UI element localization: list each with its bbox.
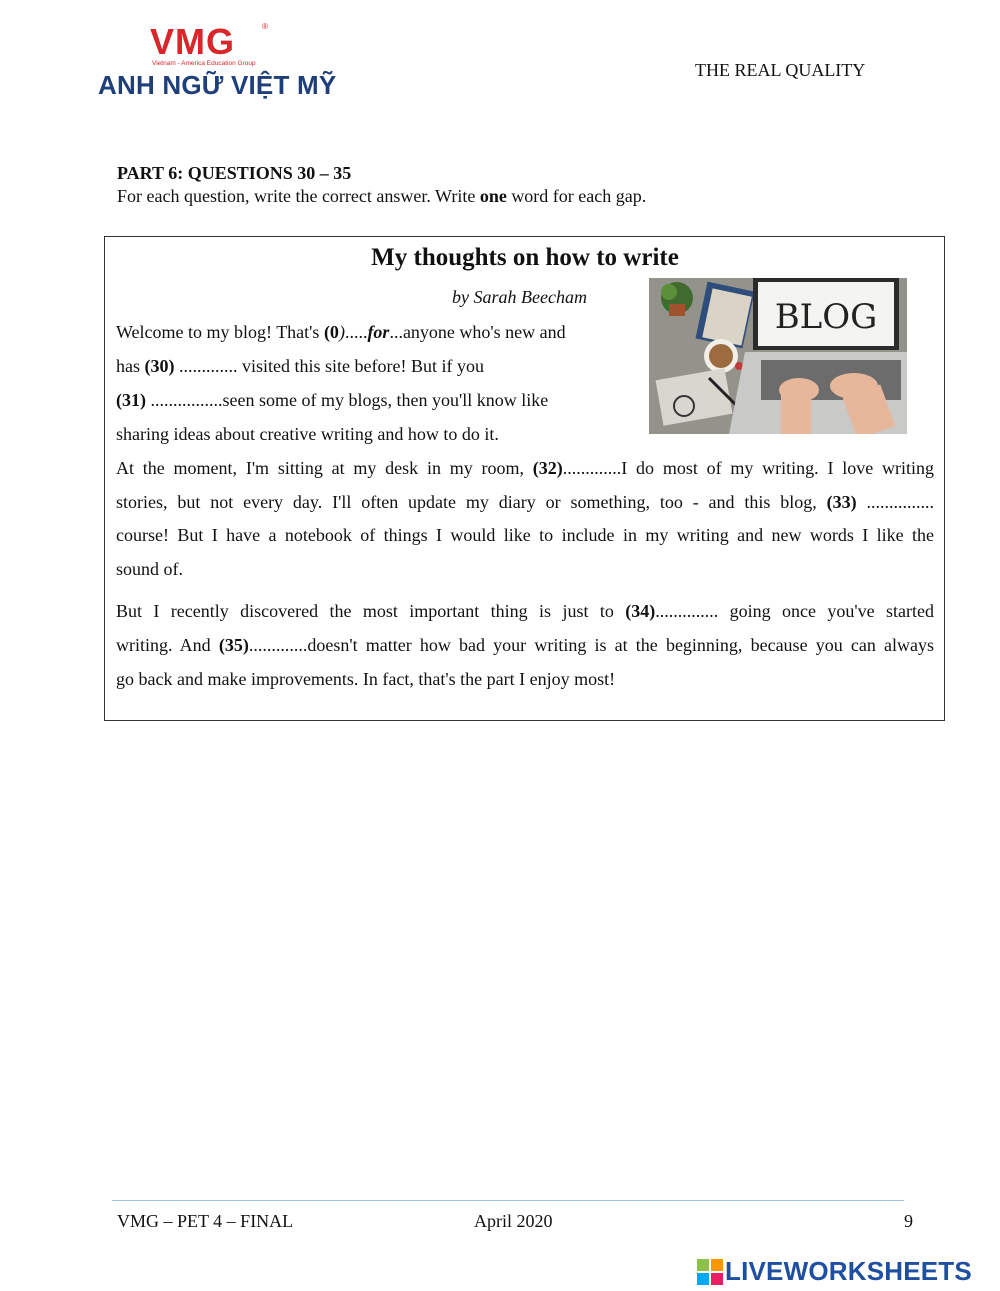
example-answer: for	[367, 322, 390, 342]
gap-35: (35)	[218, 635, 249, 655]
passage-line-9: But I recently discovered the most important thing is just to (34).............. going once you've started	[116, 601, 934, 621]
header-slogan: THE REAL QUALITY	[695, 60, 866, 80]
passage-line-10: writing. And (35).............doesn't matter how bad your writing is at the beginning, because you can always	[116, 635, 934, 655]
passage-line-11: go back and make improvements. In fact, that's the part I enjoy most!	[116, 669, 616, 689]
gap-32: (32)	[532, 458, 563, 478]
logo-tagline: Vietnam - America Education Group	[152, 60, 256, 67]
blog-laptop-image	[649, 278, 907, 434]
part-title: PART 6: QUESTIONS 30 – 35	[117, 163, 352, 183]
page-number: 9	[904, 1211, 913, 1231]
passage-byline: by Sarah Beecham	[452, 287, 587, 307]
instruction-text: For each question, write the correct answer. Write	[117, 186, 480, 206]
blog-screen-text: BLOG	[774, 297, 878, 337]
passage-line-4: sharing ideas about creative writing and how to do it.	[116, 424, 499, 444]
gap-33: (33)	[826, 492, 857, 512]
passage-line-6: stories, but not every day. I'll often update my diary or something, too - and this blog, (33) ...............	[116, 492, 935, 512]
passage-line-2: has (30) ............. visited this site before! But if you	[116, 356, 484, 376]
footer-date: April 2020	[474, 1211, 553, 1231]
instructions	[117, 186, 646, 207]
passage-title: My thoughts on how to write	[371, 244, 679, 271]
passage-line-1: Welcome to my blog! That's (0).....for...anyone who's new and	[116, 322, 566, 342]
liveworksheets-logo-icon	[697, 1259, 723, 1285]
vmg-logo	[98, 21, 337, 102]
logo-brand: VMG	[150, 21, 236, 62]
gap-34: (34)	[625, 601, 656, 621]
footer-doc-id: VMG – PET 4 – FINAL	[117, 1211, 294, 1231]
passage-line-7: course! But I have a notebook of things I would like to include in my writing and new words I like the	[116, 525, 934, 545]
logo-name: ANH NGỮ VIỆT MỸ	[98, 70, 337, 100]
logo-registered-mark: ®	[262, 22, 268, 31]
gap-31: (31)	[116, 390, 146, 410]
instruction-text-end: word for each gap.	[506, 186, 647, 206]
passage-line-5: At the moment, I'm sitting at my desk in my room, (32).............I do most of my writing. I love writing	[116, 458, 934, 478]
passage-line-3: (31) ................seen some of my blogs, then you'll know like	[116, 390, 549, 410]
gap-30: (30)	[144, 356, 175, 376]
footer-divider	[112, 1200, 904, 1201]
liveworksheets-wordmark: LIVEWORKSHEETS	[725, 1256, 972, 1286]
instruction-emphasis: one	[479, 186, 507, 206]
passage-line-8: sound of.	[116, 559, 183, 579]
